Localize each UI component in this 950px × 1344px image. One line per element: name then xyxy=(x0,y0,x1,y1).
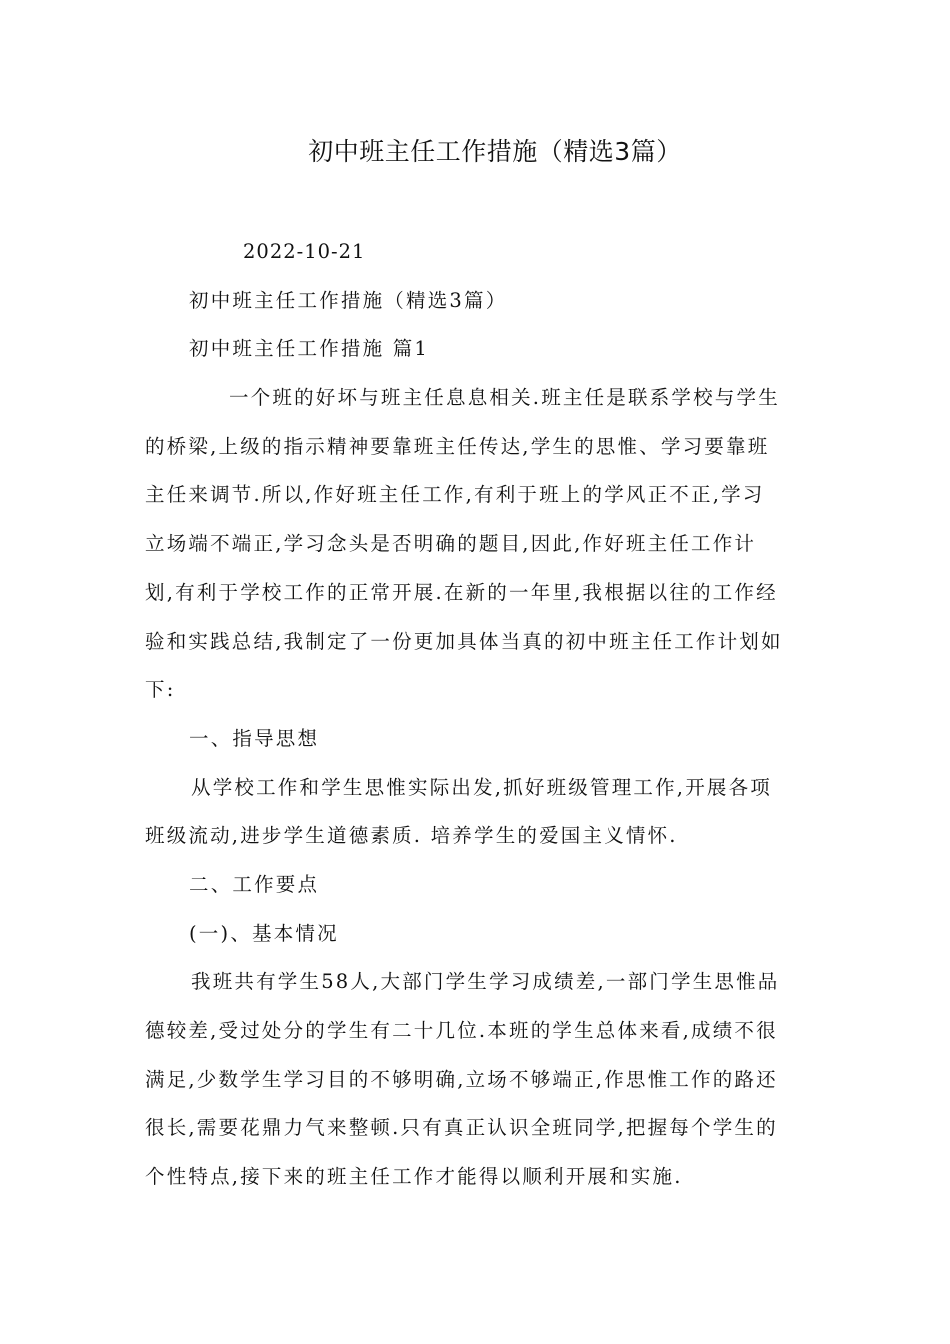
paragraph-line: 班级流动,进步学生道德素质. 培养学生的爱国主义情怀. xyxy=(145,824,678,848)
paragraph-line: 立场端不端正,学习念头是否明确的题目,因此,作好班主任工作计 xyxy=(145,532,757,556)
document-date: 2022-10-21 xyxy=(243,240,366,263)
paragraph-line: 我班共有学生58人,大部门学生学习成绩差,一部门学生思惟品 xyxy=(191,970,780,994)
paragraph-line: 划,有利于学校工作的正常开展.在新的一年里,我根据以往的工作经 xyxy=(145,580,778,604)
paragraph-line: 很长,需要花鼎力气来整顿.只有真正认识全班同学,把握每个学生的 xyxy=(145,1116,778,1140)
document-body xyxy=(145,228,810,1202)
document-title: 初中班主任工作措施（精选3篇） xyxy=(308,137,682,166)
heading-basic-situation: (一)、基本情况 xyxy=(189,921,339,945)
heading-guiding-ideology: 一、指导思想 xyxy=(189,726,320,750)
paragraph-line: 从学校工作和学生思惟实际出发,抓好班级管理工作,开展各项 xyxy=(191,775,772,799)
paragraph-line: 的桥梁,上级的指示精神要靠班主任传达,学生的思惟、学习要靠班 xyxy=(145,434,770,458)
section-title: 初中班主任工作措施 篇1 xyxy=(189,337,430,361)
paragraph-line: 德较差,受过处分的学生有二十几位.本班的学生总体来看,成绩不很 xyxy=(145,1019,778,1042)
heading-work-points: 二、工作要点 xyxy=(189,872,320,896)
document-subtitle: 初中班主任工作措施（精选3篇） xyxy=(189,288,508,312)
paragraph-line: 一个班的好坏与班主任息息相关.班主任是联系学校与学生 xyxy=(229,386,780,410)
paragraph-line: 验和实践总结,我制定了一份更加具体当真的初中班主任工作计划如 xyxy=(145,629,783,653)
paragraph-line: 满足,少数学生学习目的不够明确,立场不够端正,作思惟工作的路还 xyxy=(145,1067,778,1091)
paragraph-line: 主任来调节.所以,作好班主任工作,有利于班上的学风正不正,学习 xyxy=(145,483,765,507)
paragraph-line: 个性特点,接下来的班主任工作才能得以顺利开展和实施. xyxy=(145,1165,683,1189)
paragraph-line: 下: xyxy=(145,678,176,702)
